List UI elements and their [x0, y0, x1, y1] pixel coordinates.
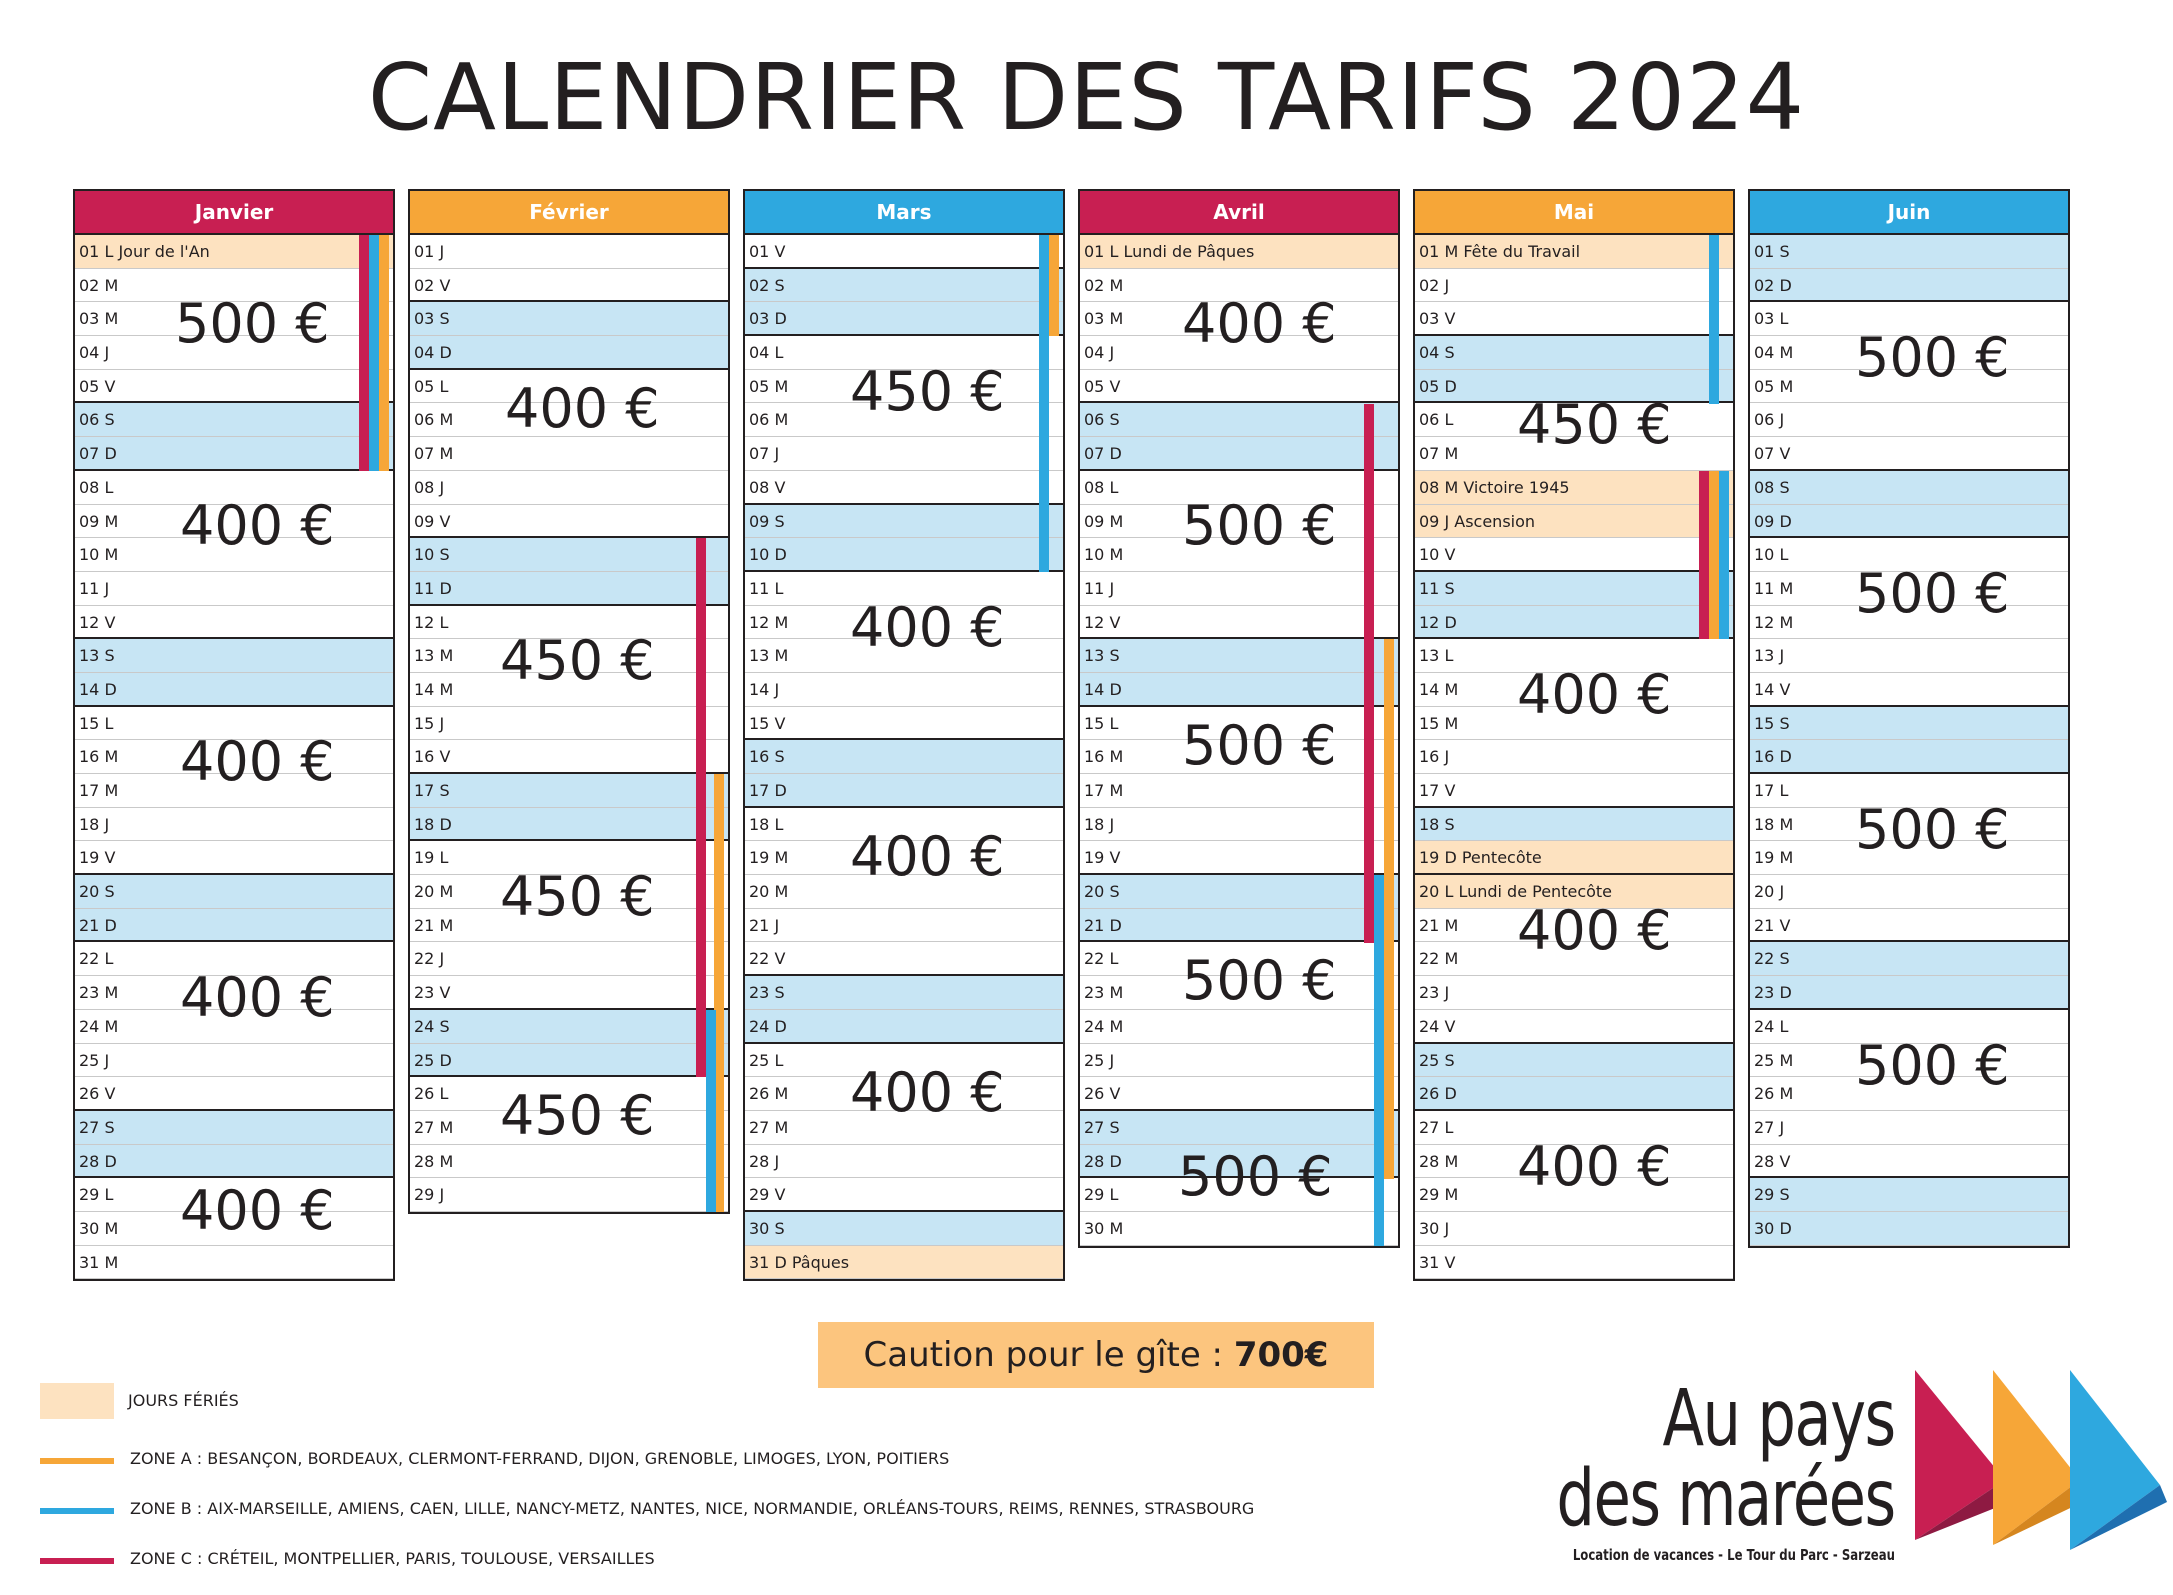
day-row: 20 S: [1080, 875, 1398, 909]
day-row: 02 D: [1750, 269, 2068, 303]
day-row: 02 V: [410, 269, 728, 303]
day-row: 28 M: [1415, 1145, 1733, 1179]
day-row: 20 M: [410, 875, 728, 909]
month-column: [1413, 189, 1735, 1281]
day-row: 08 M Victoire 1945: [1415, 471, 1733, 505]
day-row: 28 V: [1750, 1145, 2068, 1179]
day-row: 29 L: [75, 1178, 393, 1212]
day-row: 29 L: [1080, 1178, 1398, 1212]
day-row: 13 L: [1415, 639, 1733, 673]
day-row: 04 J: [1080, 336, 1398, 370]
day-row: 19 V: [75, 841, 393, 875]
day-row: 07 D: [1080, 437, 1398, 471]
day-row: 07 M: [1415, 437, 1733, 471]
day-row: 08 J: [410, 471, 728, 505]
zone-b-swatch: [40, 1508, 114, 1514]
brand-logo: [1556, 1374, 2160, 1580]
day-row: 13 M: [410, 639, 728, 673]
day-row: 20 M: [745, 875, 1063, 909]
day-row: 04 D: [410, 336, 728, 370]
price-label: 450 €: [500, 1084, 655, 1148]
day-row: 06 L: [1415, 403, 1733, 437]
day-row: 17 L: [1750, 774, 2068, 808]
day-row: 23 M: [1080, 976, 1398, 1010]
day-row: 03 M: [75, 302, 393, 336]
price-label: 400 €: [1517, 1134, 1672, 1198]
day-row: 08 L: [75, 471, 393, 505]
day-row: 01 S: [1750, 235, 2068, 269]
price-label: 400 €: [850, 824, 1005, 888]
day-row: 12 V: [1080, 606, 1398, 640]
day-row: 10 S: [410, 538, 728, 572]
day-row: 01 J: [410, 235, 728, 269]
day-row: 31 D Pâques: [745, 1246, 1063, 1280]
day-row: 12 M: [1750, 606, 2068, 640]
day-row: 23 S: [745, 976, 1063, 1010]
day-row: 27 L: [1415, 1111, 1733, 1145]
day-row: 14 D: [75, 673, 393, 707]
day-row: 28 J: [745, 1145, 1063, 1179]
day-row: 09 D: [1750, 505, 2068, 539]
day-row: 17 D: [745, 774, 1063, 808]
day-row: 01 L Lundi de Pâques: [1080, 235, 1398, 269]
day-row: 22 J: [410, 942, 728, 976]
day-row: 18 S: [1415, 808, 1733, 842]
day-row: 18 L: [745, 808, 1063, 842]
day-row: 25 J: [75, 1044, 393, 1078]
legend-zone-a: ZONE A : BESANÇON, BORDEAUX, CLERMONT-FERRAND, DIJON, GRENOBLE, LIMOGES, LYON, POITIERS: [130, 1449, 950, 1468]
logo-line2: des marées: [1556, 1454, 1895, 1544]
day-row: 30 S: [745, 1212, 1063, 1246]
day-row: 22 V: [745, 942, 1063, 976]
day-row: 09 M: [75, 505, 393, 539]
day-row: 27 J: [1750, 1111, 2068, 1145]
day-row: 11 L: [745, 572, 1063, 606]
day-row: 28 M: [410, 1145, 728, 1179]
legend-holidays: JOURS FÉRIÉS: [128, 1391, 239, 1410]
day-row: 26 L: [410, 1077, 728, 1111]
holiday-swatch: [40, 1383, 114, 1419]
day-row: 03 S: [410, 302, 728, 336]
day-row: 10 V: [1415, 538, 1733, 572]
day-row: 07 V: [1750, 437, 2068, 471]
day-row: 03 M: [1080, 302, 1398, 336]
school-holiday-bar: [1049, 235, 1059, 336]
school-holiday-bar: [1719, 471, 1729, 640]
price-label: 500 €: [1855, 561, 2010, 625]
day-row: 11 J: [1080, 572, 1398, 606]
caution-amount: 700€: [1233, 1335, 1329, 1375]
day-row: 25 L: [745, 1044, 1063, 1078]
day-row: 12 D: [1415, 606, 1733, 640]
day-row: 08 L: [1080, 471, 1398, 505]
price-label: 500 €: [175, 292, 330, 356]
day-row: 24 M: [75, 1010, 393, 1044]
price-label: 400 €: [850, 595, 1005, 659]
price-label: 400 €: [1517, 662, 1672, 726]
page-title: CALENDRIER DES TARIFS 2024: [367, 44, 1806, 151]
day-row: 11 S: [1415, 572, 1733, 606]
month-header: Mai: [1415, 191, 1733, 235]
price-label: 450 €: [500, 629, 655, 693]
day-row: 22 L: [1080, 942, 1398, 976]
day-row: 21 D: [75, 909, 393, 943]
day-row: 21 J: [745, 909, 1063, 943]
price-label: 400 €: [1517, 898, 1672, 962]
day-row: 01 M Fête du Travail: [1415, 235, 1733, 269]
day-row: 02 M: [75, 269, 393, 303]
month-header: Février: [410, 191, 728, 235]
day-row: 31 M: [75, 1246, 393, 1280]
day-row: 22 S: [1750, 942, 2068, 976]
caution-label: Caution pour le gîte :: [863, 1335, 1234, 1375]
day-row: 17 M: [75, 774, 393, 808]
day-row: 11 M: [1750, 572, 2068, 606]
month-header: Janvier: [75, 191, 393, 235]
day-row: 21 D: [1080, 909, 1398, 943]
price-label: 400 €: [850, 1060, 1005, 1124]
sails-icon: [1905, 1370, 2173, 1570]
price-label: 450 €: [1517, 393, 1672, 457]
day-row: 23 J: [1415, 976, 1733, 1010]
day-row: 03 D: [745, 302, 1063, 336]
day-row: 11 D: [410, 572, 728, 606]
day-row: 17 S: [410, 774, 728, 808]
month-column: [743, 189, 1065, 1281]
day-row: 17 V: [1415, 774, 1733, 808]
caution-banner: [818, 1322, 1374, 1388]
day-row: 06 S: [75, 403, 393, 437]
school-holiday-bar: [1699, 471, 1709, 640]
day-row: 23 D: [1750, 976, 2068, 1010]
month-header: Mars: [745, 191, 1063, 235]
day-row: 23 M: [75, 976, 393, 1010]
day-row: 28 D: [75, 1145, 393, 1179]
price-label: 400 €: [180, 966, 335, 1030]
day-row: 28 D: [1080, 1145, 1398, 1179]
school-holiday-bar: [1709, 235, 1719, 404]
day-row: 18 D: [410, 808, 728, 842]
day-row: 05 V: [1080, 370, 1398, 404]
school-holiday-bar: [706, 1010, 716, 1212]
day-row: 05 V: [75, 370, 393, 404]
price-label: 450 €: [850, 359, 1005, 423]
day-row: 14 V: [1750, 673, 2068, 707]
day-row: 27 S: [1080, 1111, 1398, 1145]
day-row: 27 M: [410, 1111, 728, 1145]
day-row: 22 M: [1415, 942, 1733, 976]
day-row: 06 J: [1750, 403, 2068, 437]
day-row: 26 D: [1415, 1077, 1733, 1111]
day-row: 19 V: [1080, 841, 1398, 875]
day-row: 30 M: [75, 1212, 393, 1246]
day-row: 04 L: [745, 336, 1063, 370]
day-row: 20 L Lundi de Pentecôte: [1415, 875, 1733, 909]
day-row: 06 S: [1080, 403, 1398, 437]
day-row: 19 M: [1750, 841, 2068, 875]
day-row: 07 D: [75, 437, 393, 471]
day-row: 13 M: [745, 639, 1063, 673]
day-row: 15 L: [1080, 707, 1398, 741]
day-row: 26 M: [1750, 1077, 2068, 1111]
day-row: 02 M: [1080, 269, 1398, 303]
day-row: 19 L: [410, 841, 728, 875]
logo-subtitle: Location de vacances - Le Tour du Parc - Sarzeau: [1572, 1546, 1895, 1564]
day-row: 10 M: [75, 538, 393, 572]
price-label: 400 €: [505, 376, 660, 440]
day-row: 10 D: [745, 538, 1063, 572]
day-row: 16 D: [1750, 740, 2068, 774]
price-label: 500 €: [1182, 949, 1337, 1013]
day-row: 25 D: [410, 1044, 728, 1078]
day-row: 14 M: [410, 673, 728, 707]
school-holiday-bar: [1709, 471, 1719, 640]
day-row: 09 M: [1080, 505, 1398, 539]
day-row: 13 S: [75, 639, 393, 673]
day-row: 19 D Pentecôte: [1415, 841, 1733, 875]
day-row: 25 M: [1750, 1044, 2068, 1078]
day-row: 16 J: [1415, 740, 1733, 774]
day-row: 31 V: [1415, 1246, 1733, 1280]
day-row: 16 M: [75, 740, 393, 774]
day-row: 20 J: [1750, 875, 2068, 909]
day-row: 12 L: [410, 606, 728, 640]
day-row: 16 M: [1080, 740, 1398, 774]
day-row: 08 V: [745, 471, 1063, 505]
day-row: 05 L: [410, 370, 728, 404]
day-row: 13 J: [1750, 639, 2068, 673]
day-row: 14 D: [1080, 673, 1398, 707]
price-label: 400 €: [180, 494, 335, 558]
price-label: 500 €: [1855, 325, 2010, 389]
day-row: 26 M: [745, 1077, 1063, 1111]
price-label: 450 €: [500, 865, 655, 929]
school-holiday-bar: [369, 235, 379, 471]
day-row: 15 J: [410, 707, 728, 741]
day-row: 18 J: [75, 808, 393, 842]
month-header: Avril: [1080, 191, 1398, 235]
day-row: 26 V: [1080, 1077, 1398, 1111]
day-row: 07 M: [410, 437, 728, 471]
day-row: 21 V: [1750, 909, 2068, 943]
zone-a-swatch: [40, 1458, 114, 1464]
day-row: 10 M: [1080, 538, 1398, 572]
price-label: 500 €: [1182, 713, 1337, 777]
day-row: 05 M: [745, 370, 1063, 404]
day-row: 29 V: [745, 1178, 1063, 1212]
day-row: 04 M: [1750, 336, 2068, 370]
day-row: 15 V: [745, 707, 1063, 741]
day-row: 29 S: [1750, 1178, 2068, 1212]
day-row: 14 M: [1415, 673, 1733, 707]
day-row: 06 M: [745, 403, 1063, 437]
day-row: 09 J Ascension: [1415, 505, 1733, 539]
day-row: 05 D: [1415, 370, 1733, 404]
day-row: 24 L: [1750, 1010, 2068, 1044]
day-row: 01 L Jour de l'An: [75, 235, 393, 269]
day-row: 25 J: [1080, 1044, 1398, 1078]
day-row: 16 S: [745, 740, 1063, 774]
day-row: 29 J: [410, 1178, 728, 1212]
day-row: 10 L: [1750, 538, 2068, 572]
day-row: 23 V: [410, 976, 728, 1010]
school-holiday-bar: [1384, 639, 1394, 1178]
day-row: 05 M: [1750, 370, 2068, 404]
day-row: 21 M: [410, 909, 728, 943]
day-row: 09 S: [745, 505, 1063, 539]
day-row: 30 M: [1080, 1212, 1398, 1246]
zone-c-swatch: [40, 1558, 114, 1564]
day-row: 24 M: [1080, 1010, 1398, 1044]
day-row: 02 J: [1415, 269, 1733, 303]
month-column: [408, 189, 730, 1214]
day-row: 25 S: [1415, 1044, 1733, 1078]
day-row: 07 J: [745, 437, 1063, 471]
price-label: 400 €: [180, 730, 335, 794]
price-label: 400 €: [180, 1178, 335, 1242]
price-label: 500 €: [1855, 797, 2010, 861]
school-holiday-bar: [359, 235, 369, 471]
day-row: 21 M: [1415, 909, 1733, 943]
day-row: 22 L: [75, 942, 393, 976]
school-holiday-bar: [696, 538, 706, 1077]
legend-zone-c: ZONE C : CRÉTEIL, MONTPELLIER, PARIS, TOULOUSE, VERSAILLES: [130, 1549, 655, 1568]
day-row: 09 V: [410, 505, 728, 539]
day-row: 15 L: [75, 707, 393, 741]
day-row: 24 V: [1415, 1010, 1733, 1044]
day-row: 12 M: [745, 606, 1063, 640]
school-holiday-bar: [1364, 404, 1374, 943]
day-row: 17 M: [1080, 774, 1398, 808]
price-label: 500 €: [1855, 1033, 2010, 1097]
day-row: 13 S: [1080, 639, 1398, 673]
school-holiday-bar: [1039, 235, 1049, 572]
day-row: 26 V: [75, 1077, 393, 1111]
school-holiday-bar: [1374, 875, 1384, 1246]
day-row: 06 M: [410, 403, 728, 437]
day-row: 14 J: [745, 673, 1063, 707]
day-row: 04 J: [75, 336, 393, 370]
day-row: 15 S: [1750, 707, 2068, 741]
day-row: 08 S: [1750, 471, 2068, 505]
day-row: 30 J: [1415, 1212, 1733, 1246]
day-row: 27 M: [745, 1111, 1063, 1145]
day-row: 02 S: [745, 269, 1063, 303]
day-row: 03 L: [1750, 302, 2068, 336]
day-row: 11 J: [75, 572, 393, 606]
price-label: 500 €: [1178, 1144, 1333, 1208]
day-row: 20 S: [75, 875, 393, 909]
day-row: 04 S: [1415, 336, 1733, 370]
day-row: 30 D: [1750, 1212, 2068, 1246]
day-row: 27 S: [75, 1111, 393, 1145]
price-label: 400 €: [1182, 292, 1337, 356]
day-row: 18 J: [1080, 808, 1398, 842]
day-row: 03 V: [1415, 302, 1733, 336]
logo-line1: Au pays: [1662, 1374, 1895, 1464]
day-row: 16 V: [410, 740, 728, 774]
school-holiday-bar: [379, 235, 389, 471]
month-column: [1748, 189, 2070, 1248]
month-column: [73, 189, 395, 1281]
day-row: 29 M: [1415, 1178, 1733, 1212]
price-label: 500 €: [1182, 494, 1337, 558]
day-row: 18 M: [1750, 808, 2068, 842]
legend-zone-b: ZONE B : AIX-MARSEILLE, AMIENS, CAEN, LILLE, NANCY-METZ, NANTES, NICE, NORMANDIE, ORLÉANS-TOURS, REIMS, RENNES, STRASBOURG: [130, 1499, 1255, 1518]
day-row: 01 V: [745, 235, 1063, 269]
day-row: 12 V: [75, 606, 393, 640]
day-row: 15 M: [1415, 707, 1733, 741]
month-column: [1078, 189, 1400, 1248]
month-header: Juin: [1750, 191, 2068, 235]
day-row: 24 S: [410, 1010, 728, 1044]
day-row: 24 D: [745, 1010, 1063, 1044]
day-row: 19 M: [745, 841, 1063, 875]
